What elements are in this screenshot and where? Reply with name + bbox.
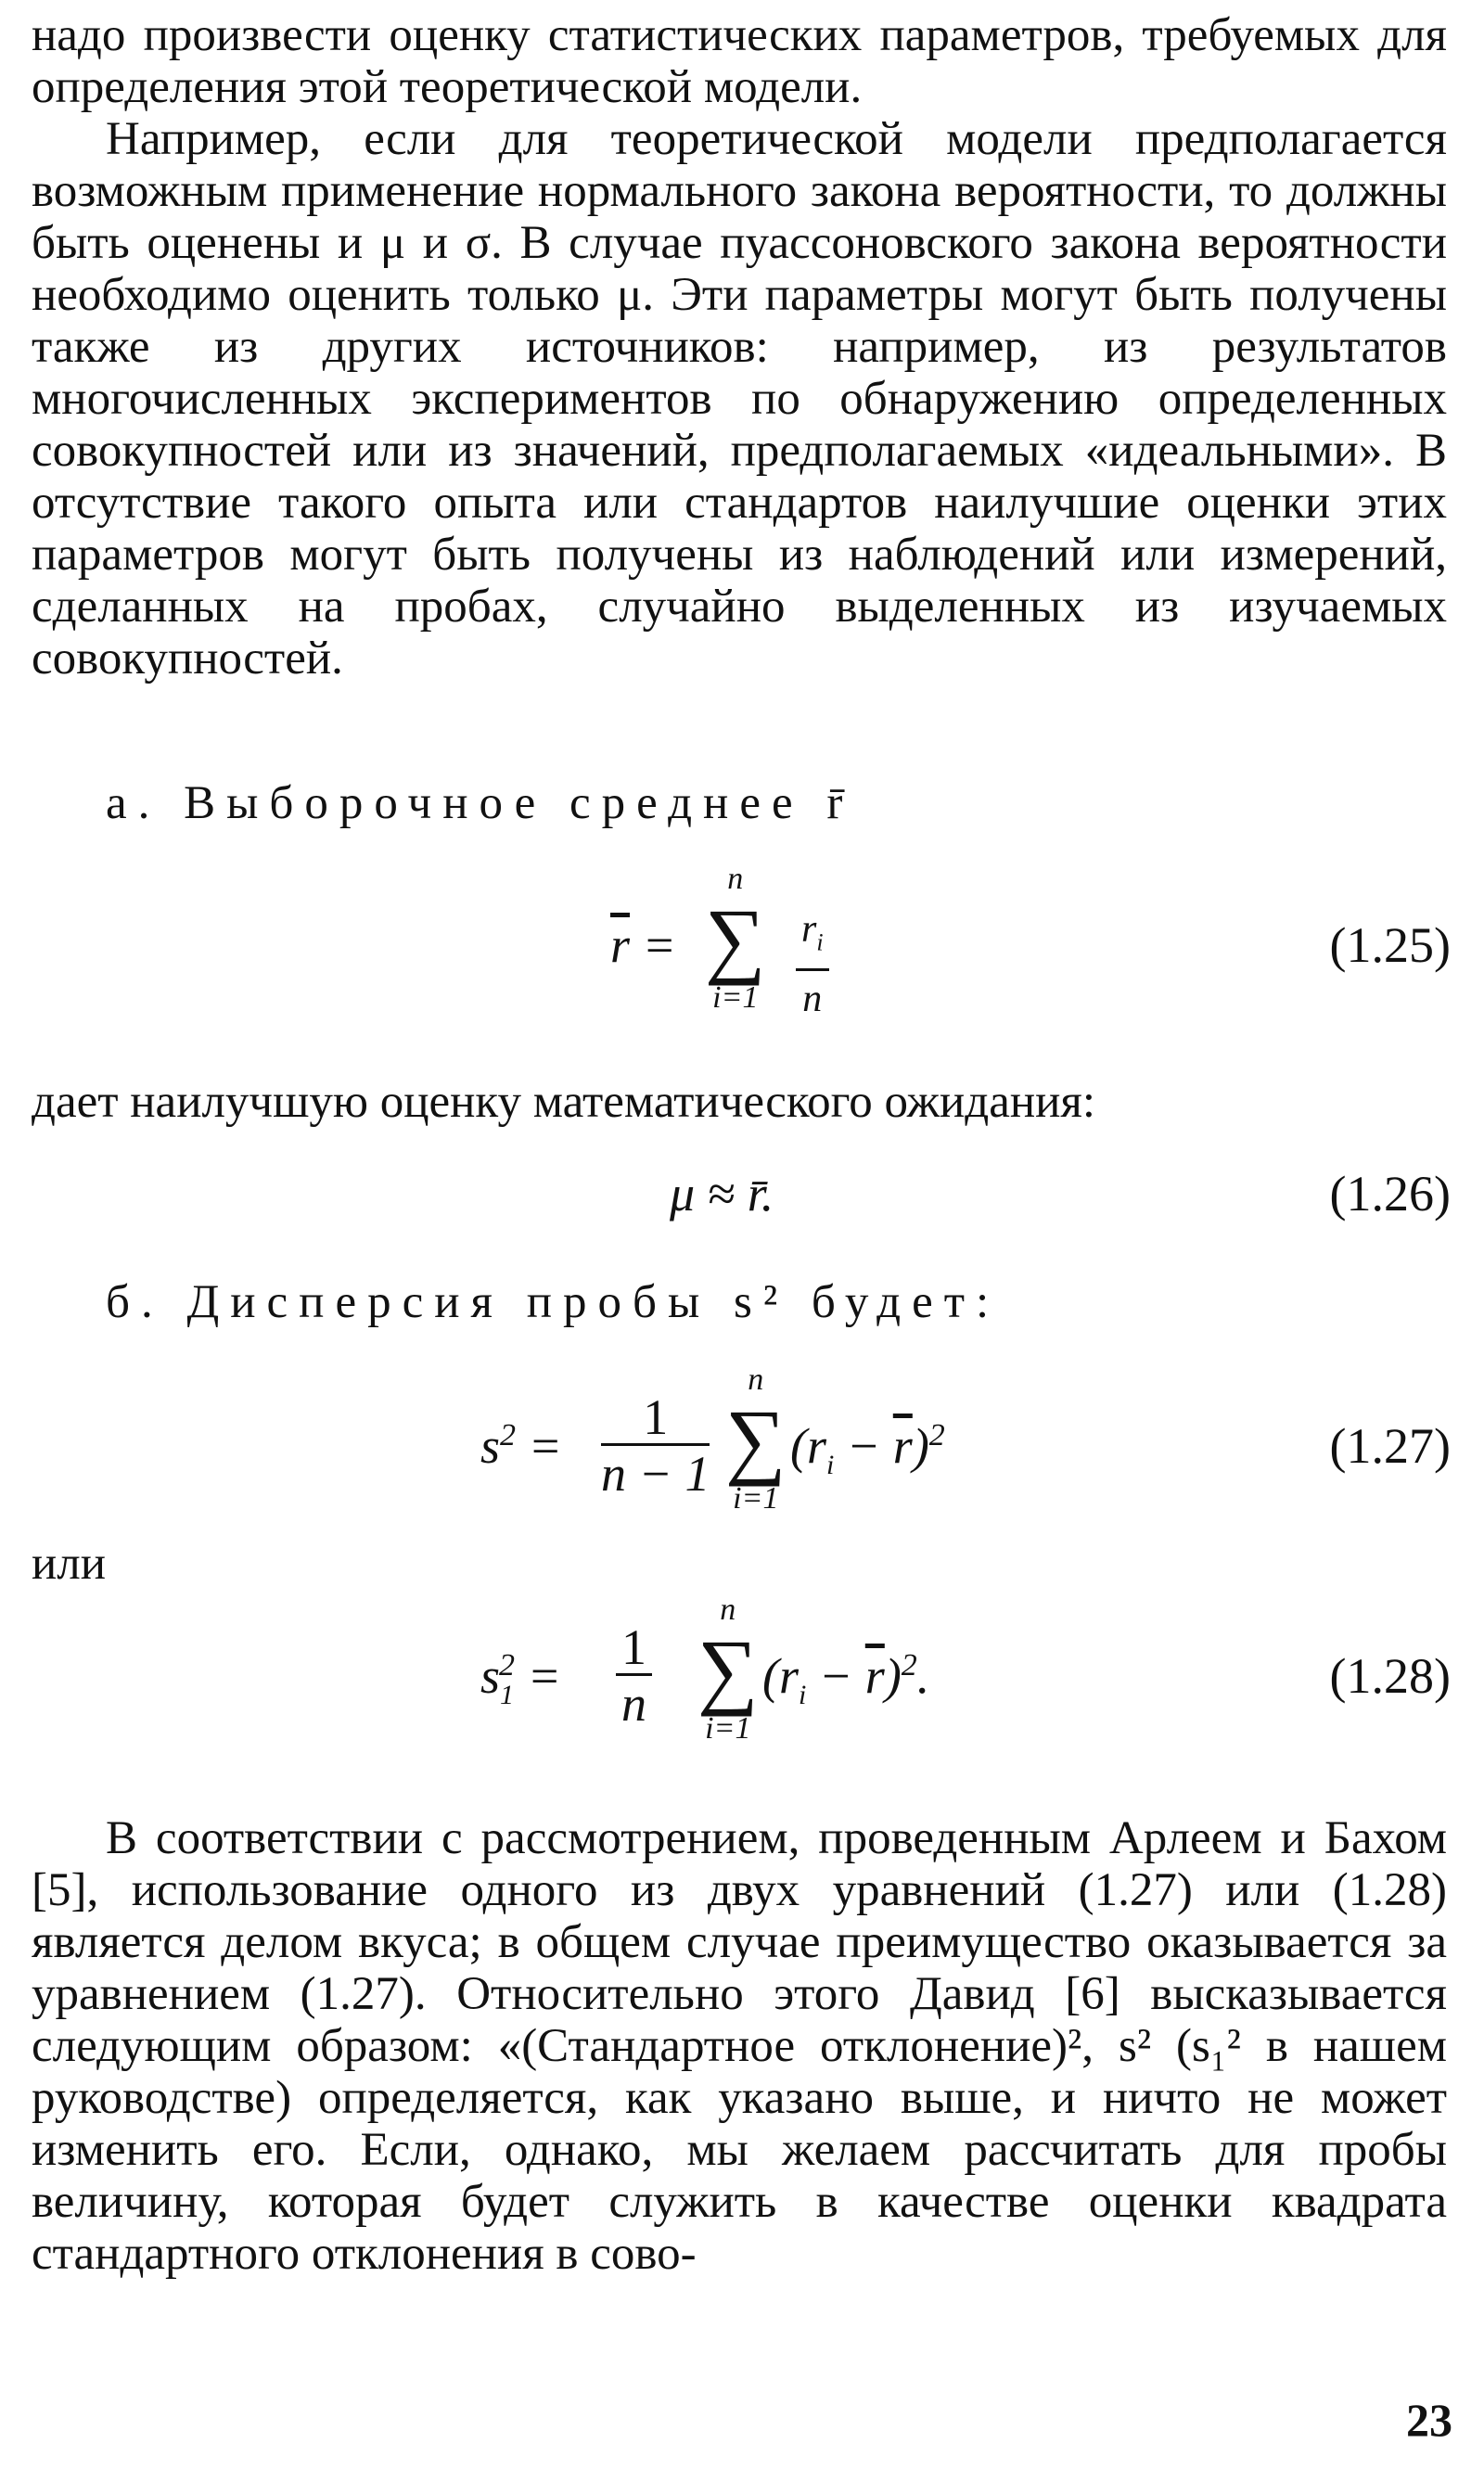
page-number: 23	[1406, 2394, 1452, 2446]
eq125-number: (1.25)	[1329, 917, 1451, 973]
eq127-number: (1.27)	[1329, 1418, 1451, 1474]
paragraph-estimation: Например, если для теоретической модели предполагается возможным применение нормального закона вероятности, то должны быть оценены и μ и σ. В случае пуассоновского закона вероятности необходимо оценить только μ. Эти параметры могут быть получены также из других источников: например, из результатов многочисленных экспериментов по обнаружению определенных совокупностей или из значений, предполагаемых «идеальными». В отсутствие такого опыта или стандартов наилучшие оценки этих параметров могут быть получены из наблюдений или измерений, сделанных на пробах, случайно выделенных из изучаемых совокупностей.	[32, 113, 1447, 684]
equation-1-27	[0, 1363, 1484, 1540]
heading-sample-variance: б. Дисперсия пробы s² будет:	[106, 1276, 1001, 1328]
eq125-fraction: $\frac{r_i}{n}$	[796, 903, 829, 1027]
eq128-sum: n ∑ i=1	[697, 1593, 759, 1746]
eq127-sum: n ∑ i=1	[725, 1362, 787, 1516]
equation-1-25	[0, 863, 1484, 1039]
paragraph-best-estimate: дает наилучшую оценку математического ожидания:	[32, 1076, 1096, 1128]
word-or: или	[32, 1538, 107, 1590]
eq128-term: $(r_i - \overline{r})^2$.	[762, 1648, 930, 1710]
equation-1-26	[0, 1165, 1484, 1230]
eq127-fraction: $\frac{1}{n - 1}$	[601, 1389, 710, 1502]
paragraph-discussion: В соответствии с рассмотрением, проведенным Арлеем и Бахом [5], использование одного из двух уравнений (1.27) или (1.28) является делом вкуса; в общем случае преимущество оказывается за уравнением (1.27). Относительно этого Давид [6] высказывается следующим образом: «(Стандартное отклонение)², s² (s₁² в нашем руководстве) определяется, как указано выше, и ничто не может изменить его. Если, однако, мы желаем рассчитать для пробы величину, которая будет служить в качестве оценки квадрата стандартного отклонения в сово-	[32, 1812, 1447, 2280]
eq128-number: (1.28)	[1329, 1648, 1451, 1704]
equation-1-28	[0, 1593, 1484, 1770]
eq126-body: μ ≈ r̄.	[670, 1166, 774, 1222]
eq128-fraction: $\frac{1}{n}$	[616, 1621, 652, 1732]
paragraph-intro: надо произвести оценку статистических параметров, требуемых для определения этой теоретической модели.	[32, 9, 1447, 113]
eq127-term: $(r_i - \overline{r})^2$	[790, 1418, 945, 1480]
eq125-lhs: $\overline{r}$ =	[610, 917, 676, 973]
eq127-lhs: $s^2$ =	[480, 1418, 562, 1474]
eq128-lhs: $s_1^2$ =	[480, 1648, 561, 1710]
eq126-number: (1.26)	[1329, 1166, 1451, 1222]
eq125-sum: n ∑ i=1	[705, 862, 766, 1015]
heading-sample-mean: а. Выборочное среднее r̄	[106, 777, 854, 829]
